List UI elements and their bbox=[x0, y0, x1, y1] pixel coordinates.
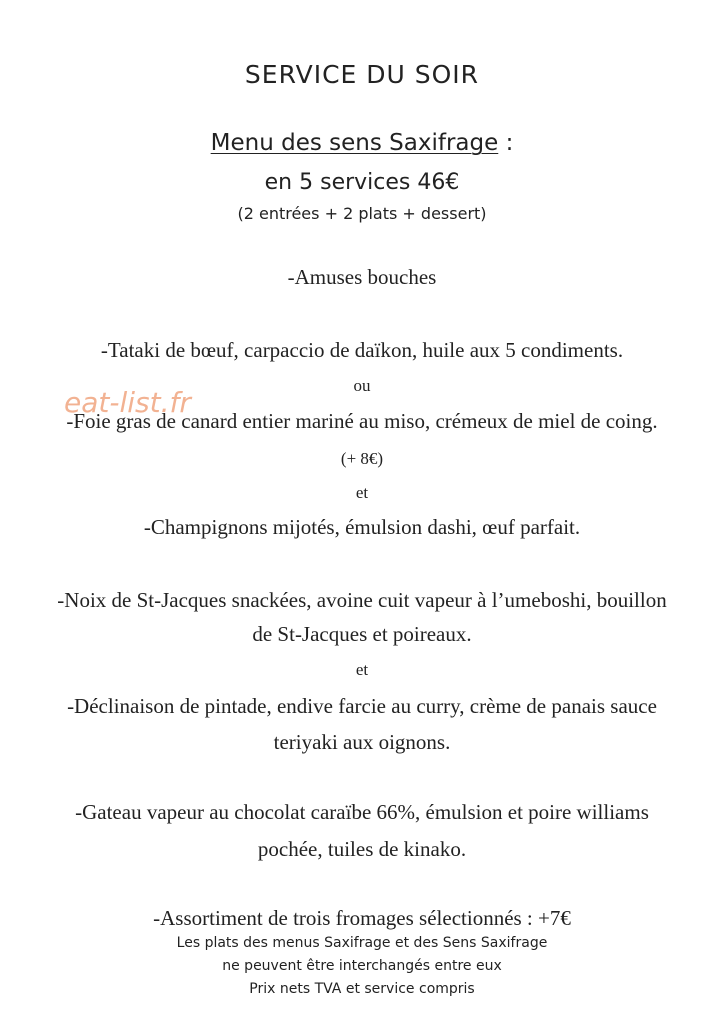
course-starter-3: -Champignons mijotés, émulsion dashi, œuf parfait. bbox=[143, 515, 581, 539]
page-title: SERVICE DU SOIR bbox=[244, 60, 480, 89]
course-main-1-line-1: -Noix de St-Jacques snackées, avoine cuit vapeur à l’umeboshi, bouillon bbox=[57, 588, 667, 612]
conjunction-and-1: et bbox=[355, 483, 369, 502]
course-main-2-line-1: -Déclinaison de pintade, endive farcie au curry, crème de panais sauce bbox=[67, 694, 657, 718]
supplement-price: (+ 8€) bbox=[340, 449, 384, 468]
menu-name-suffix: : bbox=[498, 130, 514, 156]
course-main-1-line-2: de St-Jacques et poireaux. bbox=[252, 622, 472, 646]
menu-name-label: Menu des sens Saxifrage bbox=[210, 130, 499, 156]
course-dessert-line-2: pochée, tuiles de kinako. bbox=[257, 837, 467, 861]
footer-note-3: Prix nets TVA et service compris bbox=[249, 981, 475, 997]
course-main-2-line-2: teriyaki aux oignons. bbox=[273, 730, 451, 754]
menu-name bbox=[0, 132, 724, 155]
menu-composition: (2 entrées + 2 plats + dessert) bbox=[237, 204, 487, 223]
conjunction-and-2: et bbox=[355, 660, 369, 679]
footer-note-2: ne peuvent être interchangés entre eux bbox=[222, 958, 502, 974]
menu-services-price: en 5 services 46€ bbox=[264, 170, 460, 195]
conjunction-or: ou bbox=[353, 376, 371, 395]
course-starter-1: -Tataki de bœuf, carpaccio de daïkon, huile aux 5 condiments. bbox=[100, 338, 624, 362]
cheese-option: -Assortiment de trois fromages sélectionnés : +7€ bbox=[153, 906, 571, 930]
course-dessert-line-1: -Gateau vapeur au chocolat caraïbe 66%, émulsion et poire williams bbox=[75, 800, 649, 824]
footer-note-1: Les plats des menus Saxifrage et des Sens Saxifrage bbox=[176, 935, 548, 951]
watermark-logo: eat-list.fr bbox=[64, 386, 191, 419]
course-starter-2: -Foie gras de canard entier mariné au miso, crémeux de miel de coing. bbox=[66, 409, 658, 433]
course-amuse: -Amuses bouches bbox=[287, 265, 437, 289]
